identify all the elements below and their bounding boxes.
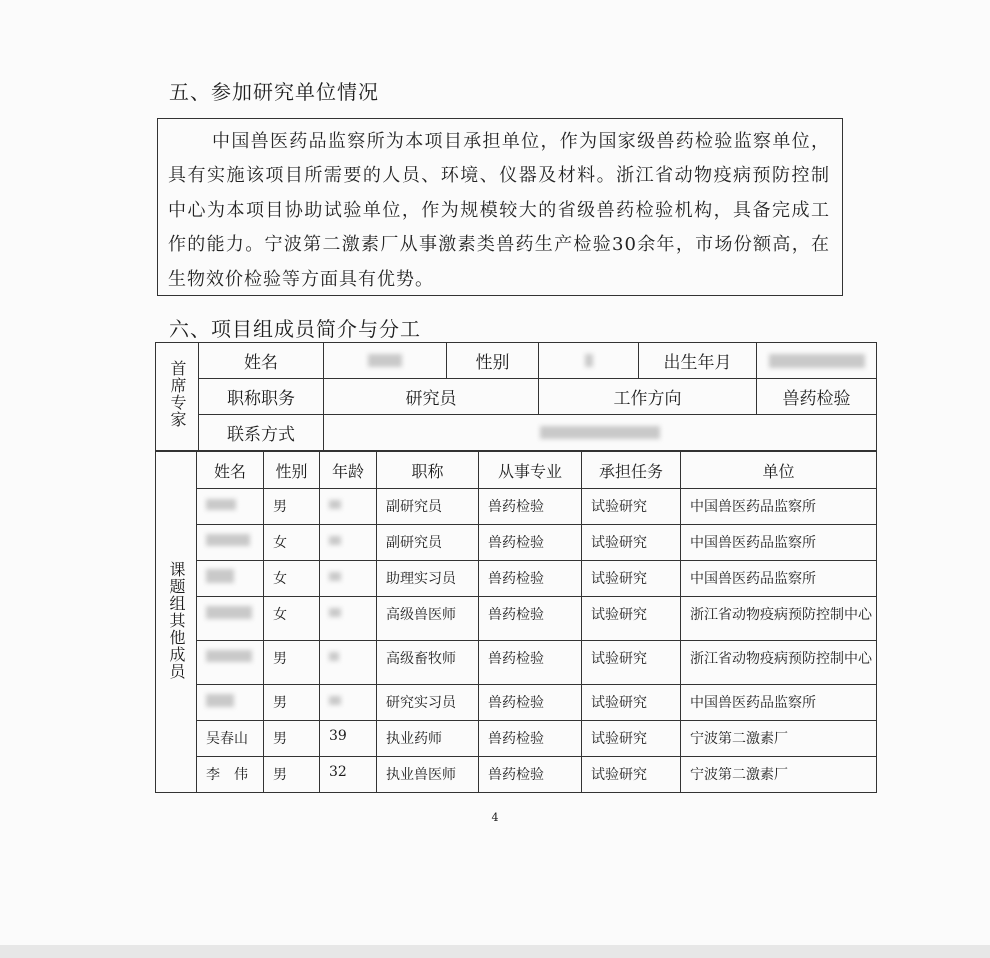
- members-header-row: [156, 452, 877, 489]
- member-unit: 浙江省动物疫病预防控制中心: [681, 641, 877, 685]
- chief-gender-label: 性别: [447, 343, 539, 379]
- redacted-name: [206, 606, 252, 619]
- member-unit: 中国兽医药品监察所: [681, 489, 877, 525]
- member-age: [320, 489, 377, 525]
- member-gender: 男: [264, 489, 320, 525]
- table-row: [156, 525, 877, 561]
- member-age: [320, 561, 377, 597]
- table-row: [156, 685, 877, 721]
- member-title: 助理实习员: [377, 561, 479, 597]
- chief-side-label-cell: [156, 343, 199, 451]
- chief-contact-value: [324, 415, 877, 451]
- chief-title-label: 职称职务: [199, 379, 324, 415]
- header-task: 承担任务: [582, 452, 681, 489]
- member-title: 高级兽医师: [377, 597, 479, 641]
- table-row: [156, 757, 877, 793]
- redacted-gender: [585, 354, 593, 367]
- members-table: [155, 451, 877, 793]
- member-age: [320, 685, 377, 721]
- header-title: 职称: [377, 452, 479, 489]
- member-title: 副研究员: [377, 489, 479, 525]
- member-major: 兽药检验: [479, 525, 582, 561]
- member-title: 执业药师: [377, 721, 479, 757]
- member-major: 兽药检验: [479, 561, 582, 597]
- page-bottom-edge: [0, 945, 990, 958]
- member-unit: 中国兽医药品监察所: [681, 561, 877, 597]
- redacted-birth: [769, 354, 865, 368]
- section-5-box: [157, 118, 843, 296]
- member-gender: 男: [264, 685, 320, 721]
- member-major: 兽药检验: [479, 721, 582, 757]
- member-task: 试验研究: [582, 641, 681, 685]
- member-name: [197, 685, 264, 721]
- member-name: [197, 489, 264, 525]
- member-age: 39: [320, 721, 377, 757]
- member-name: 李 伟: [197, 757, 264, 793]
- chief-gender-value: [539, 343, 639, 379]
- members-side-label-cell: [156, 452, 197, 793]
- header-age: 年龄: [320, 452, 377, 489]
- member-gender: 女: [264, 597, 320, 641]
- member-gender: 女: [264, 525, 320, 561]
- table-row: [156, 597, 877, 641]
- chief-contact-label: 联系方式: [199, 415, 324, 451]
- member-task: 试验研究: [582, 597, 681, 641]
- member-name: [197, 597, 264, 641]
- member-gender: 男: [264, 641, 320, 685]
- header-major: 从事专业: [479, 452, 582, 489]
- members-side-label: 课题组其他成员: [167, 560, 186, 680]
- redacted-name: [368, 354, 402, 367]
- chief-direction-value: 兽药检验: [757, 379, 877, 415]
- page-number: 4: [491, 811, 499, 824]
- member-task: 试验研究: [582, 721, 681, 757]
- chief-direction-label: 工作方向: [539, 379, 757, 415]
- member-task: 试验研究: [582, 489, 681, 525]
- member-task: 试验研究: [582, 757, 681, 793]
- redacted-name: [206, 499, 236, 510]
- redacted-age: [329, 652, 339, 661]
- member-name: 吴春山: [197, 721, 264, 757]
- redacted-name: [206, 650, 252, 662]
- member-major: 兽药检验: [479, 757, 582, 793]
- member-unit: 中国兽医药品监察所: [681, 685, 877, 721]
- member-unit: 宁波第二激素厂: [681, 757, 877, 793]
- member-title: 高级畜牧师: [377, 641, 479, 685]
- table-row: [156, 561, 877, 597]
- chief-name-value: [324, 343, 447, 379]
- member-unit: 中国兽医药品监察所: [681, 525, 877, 561]
- member-age: [320, 525, 377, 561]
- redacted-name: [206, 694, 234, 707]
- chief-birth-value: [757, 343, 877, 379]
- member-title: 研究实习员: [377, 685, 479, 721]
- member-major: 兽药检验: [479, 685, 582, 721]
- member-unit: 浙江省动物疫病预防控制中心: [681, 597, 877, 641]
- member-major: 兽药检验: [479, 597, 582, 641]
- member-name: [197, 525, 264, 561]
- member-unit: 宁波第二激素厂: [681, 721, 877, 757]
- member-name: [197, 561, 264, 597]
- section-6-heading: 六、项目组成员简介与分工: [169, 317, 421, 341]
- redacted-age: [329, 536, 341, 545]
- chief-birth-label: 出生年月: [639, 343, 757, 379]
- member-gender: 男: [264, 721, 320, 757]
- redacted-age: [329, 572, 341, 581]
- member-major: 兽药检验: [479, 641, 582, 685]
- member-task: 试验研究: [582, 685, 681, 721]
- member-task: 试验研究: [582, 525, 681, 561]
- member-age: [320, 641, 377, 685]
- table-row: [156, 489, 877, 525]
- member-title: 执业兽医师: [377, 757, 479, 793]
- chief-title-value: 研究员: [324, 379, 539, 415]
- member-age: [320, 597, 377, 641]
- member-name: [197, 641, 264, 685]
- member-task: 试验研究: [582, 561, 681, 597]
- chief-expert-table: [155, 342, 877, 451]
- redacted-name: [206, 534, 250, 546]
- redacted-age: [329, 696, 341, 705]
- member-major: 兽药检验: [479, 489, 582, 525]
- redacted-name: [206, 569, 234, 583]
- member-gender: 男: [264, 757, 320, 793]
- redacted-age: [329, 500, 341, 509]
- redacted-age: [329, 608, 341, 617]
- section-5-heading: 五、参加研究单位情况: [169, 80, 379, 104]
- redacted-contact: [540, 426, 660, 439]
- chief-side-label: 首席专家: [168, 360, 187, 428]
- table-row: [156, 721, 877, 757]
- member-gender: 女: [264, 561, 320, 597]
- header-unit: 单位: [681, 452, 877, 489]
- chief-name-label: 姓名: [199, 343, 324, 379]
- member-age: 32: [320, 757, 377, 793]
- section-5-paragraph: 中国兽医药品监察所为本项目承担单位，作为国家级兽药检验监察单位，具有实施该项目所需要的人员、环境、仪器及材料。浙江省动物疫病预防控制中心为本项目协助试验单位，作为规模较大的省级兽药检验机构，具备完成工作的能力。宁波第二激素厂从事激素类兽药生产检验30余年，市场份额高，在生物效价检验等方面具有优势。: [168, 131, 830, 290]
- header-gender: 性别: [264, 452, 320, 489]
- table-row: [156, 641, 877, 685]
- header-name: 姓名: [197, 452, 264, 489]
- member-title: 副研究员: [377, 525, 479, 561]
